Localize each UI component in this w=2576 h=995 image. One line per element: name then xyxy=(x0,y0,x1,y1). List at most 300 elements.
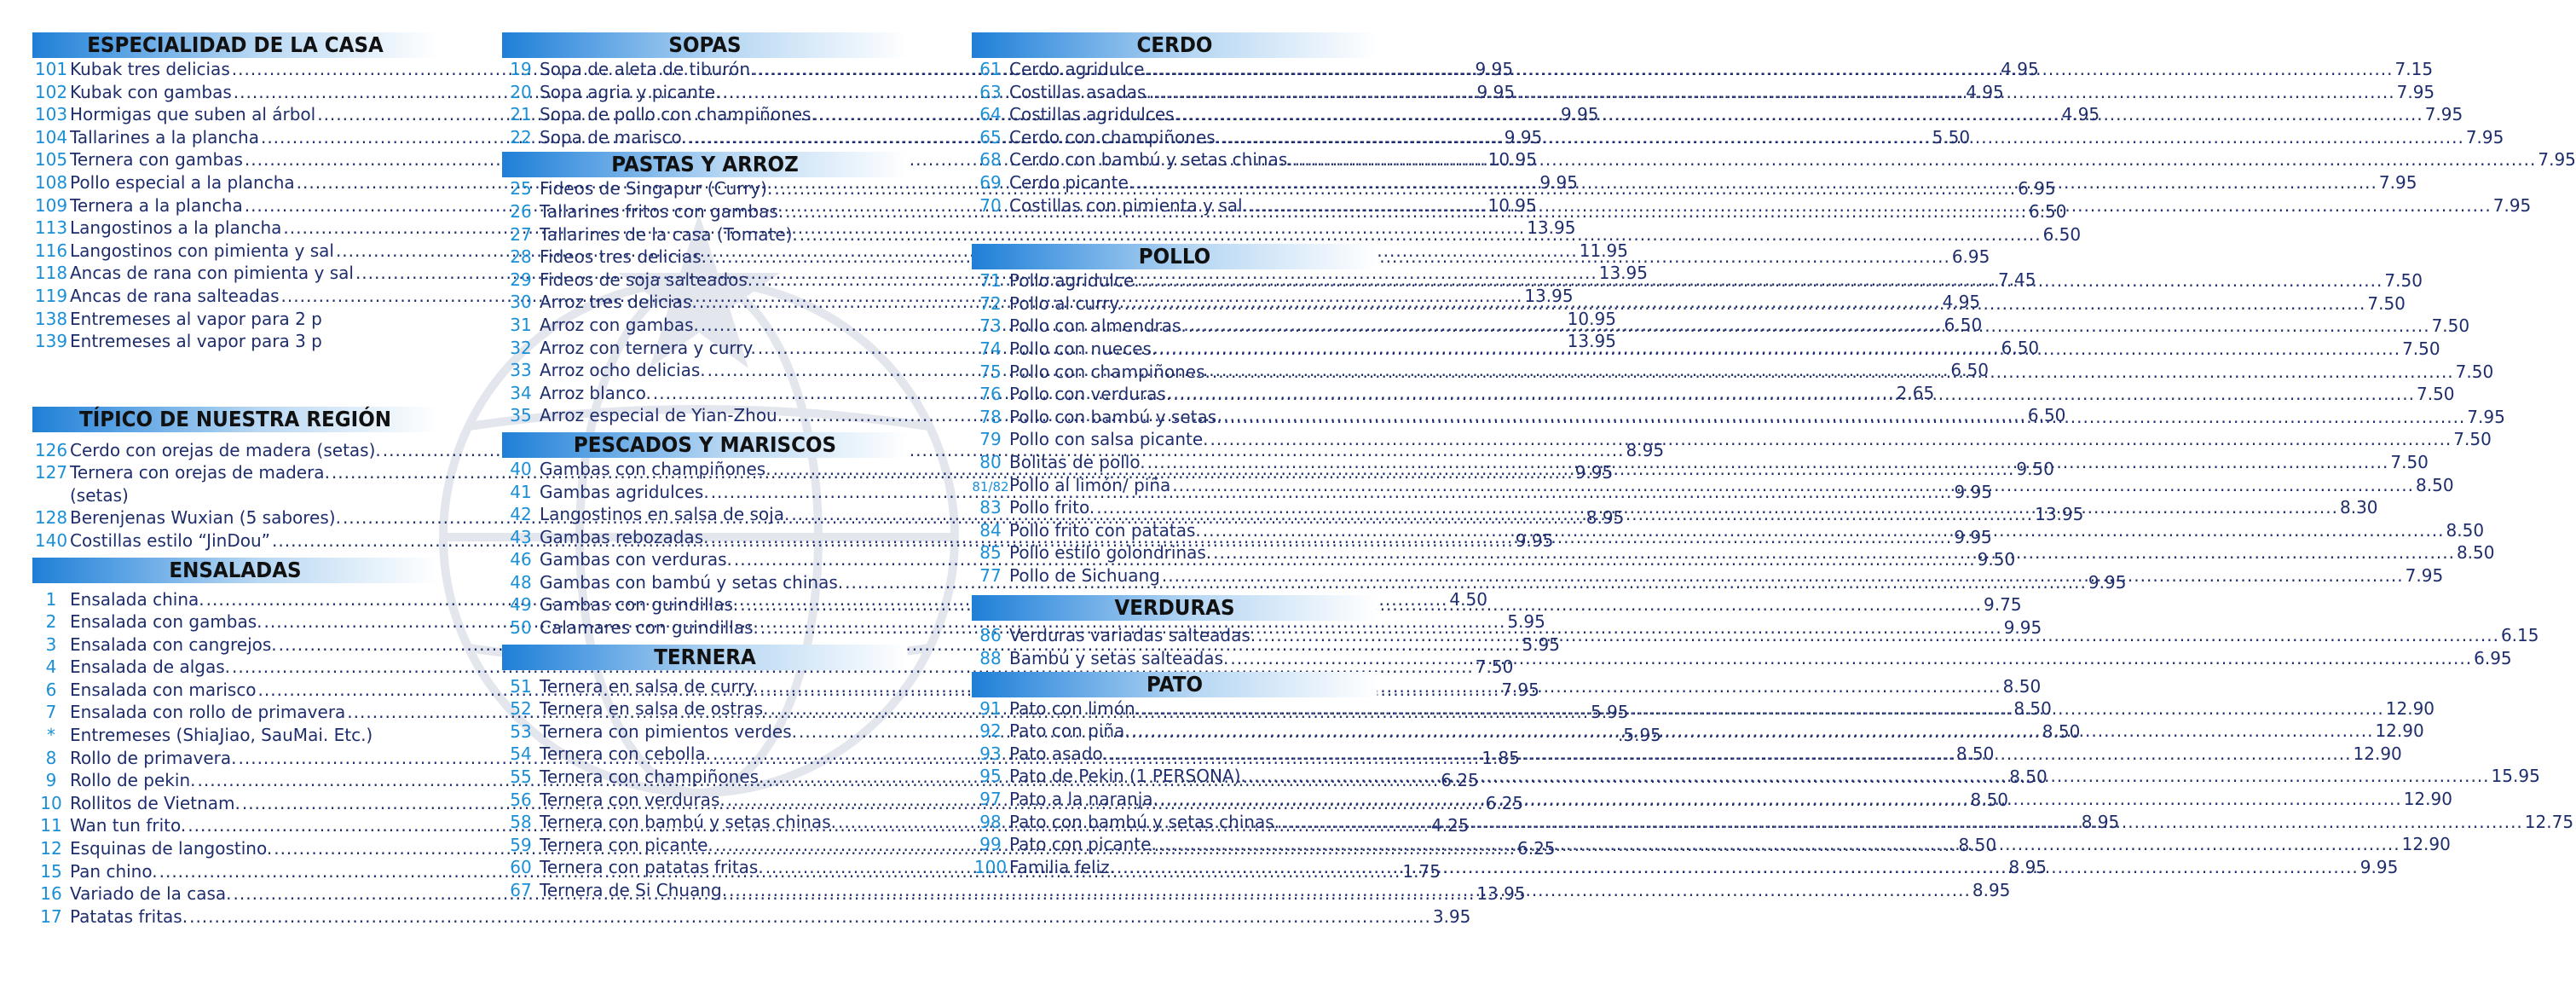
item-price: 7.50 xyxy=(2416,384,2455,405)
item-number: 21 xyxy=(510,104,532,125)
item-name: Pollo con salsa picante. xyxy=(1009,429,1209,450)
item-name: Ensalada con gambas. xyxy=(70,611,263,633)
section-header: TERNERA xyxy=(502,645,908,670)
item-name: Variado de la casa. xyxy=(70,883,232,905)
item-price: 8.50 xyxy=(2009,766,2048,788)
item-price: 6.95 xyxy=(1951,246,1990,268)
dot-leader xyxy=(1124,292,2366,315)
item-name: Cerdo con champiñones. xyxy=(1009,126,1222,148)
item-price: 8.30 xyxy=(2339,497,2378,518)
item-name: Entremeses (ShiaJiao, SauMai. Etc.) xyxy=(70,725,373,746)
dot-leader xyxy=(1158,338,2400,361)
item-price: 9.95 xyxy=(1954,526,1992,547)
item-price: 4.95 xyxy=(2001,59,2039,79)
item-number: 56 xyxy=(510,789,532,810)
item-name: Pato con piña. xyxy=(1009,720,1130,742)
item-number: 92 xyxy=(979,720,1002,742)
item-number: 42 xyxy=(510,504,532,525)
item-name: Ensalada con rollo de primavera xyxy=(70,702,346,723)
item-name: Arroz blanco. xyxy=(540,382,651,403)
item-name: Ternera en salsa de ostras. xyxy=(540,698,769,720)
dot-leader xyxy=(1162,564,2404,587)
item-price: 13.95 xyxy=(2035,504,2084,525)
dot-leader xyxy=(1153,81,2395,104)
item-number: 101 xyxy=(34,59,68,79)
item-number: 58 xyxy=(510,812,532,833)
dot-leader xyxy=(1257,624,2499,647)
item-number: 27 xyxy=(510,223,532,245)
item-number: 138 xyxy=(34,308,68,329)
item-number: 113 xyxy=(34,217,68,239)
item-name: Ternera con verduras. xyxy=(540,789,725,810)
item-number: 65 xyxy=(979,126,1002,148)
item-number: 33 xyxy=(510,360,532,381)
item-name: Kubak tres delicias xyxy=(70,59,230,79)
dot-leader xyxy=(1210,428,2452,451)
item-number: 25 xyxy=(510,178,532,200)
item-price: 8.50 xyxy=(2446,519,2485,541)
dot-leader xyxy=(1110,743,2352,766)
item-price: 13.95 xyxy=(1524,285,1574,306)
item-price: 7.95 xyxy=(2378,171,2417,193)
item-number: 32 xyxy=(510,337,532,358)
item-name: Ternera con picante. xyxy=(540,834,713,855)
item-price: 6.50 xyxy=(1944,314,1983,335)
section-header: PESCADOS Y MARISCOS xyxy=(502,432,908,458)
item-number: 68 xyxy=(979,149,1002,171)
item-number: 12 xyxy=(40,838,62,859)
item-name: Ternera con cebolla. xyxy=(540,743,712,765)
item-number: 78 xyxy=(979,406,1002,427)
item-name: Calamares con guindillas. xyxy=(540,617,759,639)
item-price: 6.50 xyxy=(2028,200,2067,222)
item-name: Cerdo con bambú y setas chinas. xyxy=(1009,149,1293,171)
item-price: 12.90 xyxy=(2385,697,2435,719)
item-price: 9.50 xyxy=(2016,458,2054,479)
item-price: 8.50 xyxy=(1955,743,1995,765)
dot-leader xyxy=(1230,647,2472,670)
item-number: 46 xyxy=(510,549,532,570)
item-name: Gambas con guindillas. xyxy=(540,594,739,616)
item-name: Ternera con pimientos verdes. xyxy=(540,720,797,742)
item-name: Cerdo agridulce. xyxy=(1009,59,1150,79)
item-price: 6.95 xyxy=(2474,648,2512,669)
item-price: 9.95 xyxy=(1504,126,1543,148)
dot-leader xyxy=(1117,856,2359,879)
item-number: 79 xyxy=(979,429,1002,450)
item-name: Arroz tres delicias. xyxy=(540,292,697,313)
item-number: 76 xyxy=(979,384,1002,405)
item-price: 9.95 xyxy=(2088,571,2127,593)
item-name: Pollo con champiñones. xyxy=(1009,361,1210,382)
dot-leader xyxy=(1135,171,2377,194)
item-price: 8.95 xyxy=(2081,812,2120,833)
item-number: 4 xyxy=(45,657,57,678)
item-price: 7.50 xyxy=(1475,657,1514,678)
item-price: 9.95 xyxy=(1561,104,1599,125)
item-number: 97 xyxy=(979,789,1002,810)
item-name: Fideos de Singapur (Curry). xyxy=(540,178,773,200)
section-header: PATO xyxy=(972,672,1378,697)
item-price: 8.95 xyxy=(1626,439,1665,460)
item-number: 28 xyxy=(510,246,532,268)
item-number: 20 xyxy=(510,81,532,102)
item-number: 74 xyxy=(979,338,1002,359)
dot-leader xyxy=(1222,126,2464,149)
item-number: 118 xyxy=(34,263,68,284)
item-price: 8.95 xyxy=(1585,507,1625,529)
item-name: Ternera en salsa de curry. xyxy=(540,675,758,697)
item-price: 7.50 xyxy=(2390,451,2429,472)
item-number: 48 xyxy=(510,571,532,593)
item-name: Gambas agridulces. xyxy=(540,481,709,502)
item-name: Pollo especial a la plancha xyxy=(70,171,295,193)
item-price: 12.90 xyxy=(2353,743,2402,764)
item-price: 8.95 xyxy=(2008,857,2048,878)
item-name: Pato de Pekin (1 PERSONA). xyxy=(1009,766,1246,787)
item-price: 9.75 xyxy=(1984,594,2022,616)
item-name: Tallarines fritos con gambas. xyxy=(540,200,784,222)
dot-leader xyxy=(1173,383,2415,406)
item-name: Ancas de rana salteadas xyxy=(70,285,280,306)
item-name: Costillas con pimienta y sal. xyxy=(1009,194,1248,216)
item-price: 9.95 xyxy=(2003,617,2042,639)
item-price: 8.50 xyxy=(2416,474,2454,495)
item-price: 4.95 xyxy=(1966,81,2004,102)
item-price: 5.95 xyxy=(1522,633,1560,655)
item-name: Ternera con champiñones. xyxy=(540,766,765,788)
item-price: 9.95 xyxy=(2359,856,2399,877)
item-number: 34 xyxy=(510,382,532,403)
item-number: 104 xyxy=(34,126,68,148)
item-number: 98 xyxy=(979,811,1002,832)
dot-leader xyxy=(1188,315,2430,338)
item-price: 7.95 xyxy=(1501,679,1539,700)
item-price: 9.95 xyxy=(1515,529,1554,551)
item-number: 71 xyxy=(979,270,1002,292)
item-number: 59 xyxy=(510,834,532,855)
item-number: 43 xyxy=(510,526,532,547)
item-price: 5.95 xyxy=(1507,611,1545,633)
item-price: 4.50 xyxy=(1449,588,1487,610)
item-number: 85 xyxy=(979,542,1002,564)
item-name: Pollo frito. xyxy=(1009,497,1095,518)
item-name: Tallarines de la casa (Tomate). xyxy=(540,223,798,245)
item-number: 119 xyxy=(34,285,68,306)
item-name: Cerdo con orejas de madera (setas). xyxy=(70,439,381,460)
item-name: Ternera con gambas xyxy=(70,149,243,171)
section-header: PASTAS Y ARROZ xyxy=(502,152,908,177)
item-price: .5.95 xyxy=(1618,725,1661,746)
item-name: Sopa de aleta de tiburón. xyxy=(540,59,756,79)
item-name: Sopa de marisco. xyxy=(540,126,687,148)
item-number: 35 xyxy=(510,405,532,426)
item-price: 13.95 xyxy=(1476,883,1526,905)
item-name: Langostinos a la plancha xyxy=(70,217,282,239)
item-number: 80 xyxy=(979,451,1002,472)
item-number: 55 xyxy=(510,766,532,788)
item-name: Pollo con almendras. xyxy=(1009,315,1187,337)
item-name: Langostinos en salsa de soja. xyxy=(540,504,790,525)
item-number: 2 xyxy=(45,611,57,633)
item-number: 95 xyxy=(979,766,1002,787)
item-name: Ancas de rana con pimienta y sal xyxy=(70,263,354,284)
item-name: Pollo frito con patatas. xyxy=(1009,519,1201,541)
item-name: Costillas estilo “JinDou” xyxy=(70,529,270,551)
item-name: Kubak con gambas xyxy=(70,81,232,102)
item-number: 10 xyxy=(40,792,62,813)
item-price: 8.50 xyxy=(1958,834,1997,855)
item-price: 7.50 xyxy=(2455,361,2494,382)
item-name: Gambas con verduras. xyxy=(540,549,732,570)
item-name: Patatas fritas. xyxy=(70,905,188,927)
item-number: 19 xyxy=(510,59,532,79)
item-price: 7.95 xyxy=(2396,81,2435,102)
item-number: 31 xyxy=(510,314,532,335)
item-name: Fideos de soja salteados. xyxy=(540,269,754,290)
dot-leader xyxy=(1295,148,2537,171)
item-number: 84 xyxy=(979,519,1002,541)
item-name: Rollitos de Vietnam. xyxy=(70,792,240,813)
item-price: 7.95 xyxy=(2467,406,2505,427)
item-number: 73 xyxy=(979,315,1002,337)
item-number: 3 xyxy=(45,633,57,655)
dot-leader xyxy=(1248,765,2490,788)
item-name: Costillas asadas. xyxy=(1009,81,1152,102)
item-number: 8 xyxy=(45,747,57,768)
dot-leader xyxy=(1181,103,2423,126)
dot-leader xyxy=(1132,720,2374,743)
item-price: 15.95 xyxy=(2491,766,2540,787)
item-number: 81/82 xyxy=(972,478,1009,495)
item-number: 16 xyxy=(40,883,62,905)
item-price: 8.50 xyxy=(2002,675,2042,697)
item-number: 140 xyxy=(34,529,68,551)
item-price: 3.95 xyxy=(1432,905,1471,927)
item-number: 127 xyxy=(34,462,68,483)
item-number: 126 xyxy=(34,439,68,460)
item-name: Costillas agridulces. xyxy=(1009,104,1180,125)
item-name: Ensalada con marisco xyxy=(70,679,257,700)
item-number: 60 xyxy=(510,857,532,878)
item-name: Berenjenas Wuxian (5 sabores). xyxy=(70,507,341,529)
menu-item xyxy=(32,905,1471,928)
item-name: Entremeses al vapor para 2 p xyxy=(70,308,322,329)
item-price: 8.50 xyxy=(2456,542,2495,564)
item-name: Rollo de pekin. xyxy=(70,770,196,791)
item-price: 6.25 xyxy=(1485,792,1524,813)
item-name: Tallarines a la plancha xyxy=(70,126,259,148)
item-price: 7.50 xyxy=(2453,429,2492,450)
item-number: 7 xyxy=(45,702,57,723)
item-name: Ternera con bambú y setas chinas. xyxy=(540,812,836,833)
item-price: 12.90 xyxy=(2403,789,2452,810)
dot-leader xyxy=(1203,519,2445,542)
item-name: Verduras variadas salteadas. xyxy=(1009,625,1256,646)
item-name: Fideos tres delicias. xyxy=(540,246,708,268)
item-number: 6 xyxy=(45,679,57,700)
dot-leader xyxy=(729,879,1971,902)
item-price: 1.75 xyxy=(1402,860,1441,882)
item-name: Pato asado. xyxy=(1009,743,1108,764)
item-name: Pollo con bambú y setas. xyxy=(1009,406,1222,427)
dot-leader xyxy=(1172,474,2414,497)
dot-leader xyxy=(1096,496,2338,519)
item-name: Sopa agria y picante. xyxy=(540,81,721,102)
item-name: Pollo con verduras. xyxy=(1009,384,1172,405)
item-price: 6.95 xyxy=(2018,178,2056,200)
item-name: Pato con bambú y setas chinas. xyxy=(1009,811,1280,832)
item-name: Arroz especial de Yian-Zhou. xyxy=(540,405,783,426)
item-name: Gambas con bambú y setas chinas. xyxy=(540,571,844,593)
item-number: 139 xyxy=(34,331,68,352)
item-price: 6.25 xyxy=(1517,838,1556,859)
item-price: 5.50 xyxy=(1932,126,1971,148)
item-number: 50 xyxy=(510,617,532,639)
item-name: Rollo de primavera. xyxy=(70,747,237,768)
item-price: 8.50 xyxy=(2042,720,2081,742)
item-number: 77 xyxy=(979,564,1002,586)
item-name: Pollo estilo golondrinas. xyxy=(1009,542,1212,564)
item-number: 93 xyxy=(979,743,1002,764)
item-name-continued: (setas) xyxy=(70,484,129,506)
item-price: 7.15 xyxy=(2394,59,2434,79)
dot-leader xyxy=(1281,811,2523,834)
item-number: 99 xyxy=(979,834,1002,855)
item-number: 40 xyxy=(510,458,532,479)
item-number: 41 xyxy=(510,481,532,502)
item-price: 9.95 xyxy=(1476,81,1516,102)
item-price: 7.95 xyxy=(2465,126,2504,148)
item-price: 4.25 xyxy=(1431,815,1470,836)
item-name: Bambú y setas salteadas. xyxy=(1009,648,1229,669)
item-price: 7.95 xyxy=(2405,564,2444,586)
item-number: 109 xyxy=(34,194,68,216)
item-price: 11.95 xyxy=(1579,240,1628,261)
item-number: 29 xyxy=(510,269,532,290)
item-name: Wan tun frito. xyxy=(70,815,187,836)
item-price: 8.95 xyxy=(1972,880,2011,900)
item-number: 9 xyxy=(45,770,57,791)
dot-leader xyxy=(1147,451,2389,474)
item-name: Pollo de Sichuang xyxy=(1009,564,1160,586)
dot-leader xyxy=(1152,58,2394,81)
item-name: Arroz con ternera y curry. xyxy=(540,337,756,358)
item-number: 103 xyxy=(34,104,68,125)
section-header: CERDO xyxy=(972,32,1378,58)
item-number: 1 xyxy=(45,588,57,610)
dot-leader xyxy=(189,905,1431,928)
item-name: Pollo con nueces. xyxy=(1009,338,1158,359)
item-number: 30 xyxy=(510,292,532,313)
item-number: 49 xyxy=(510,594,532,616)
dot-leader xyxy=(1141,269,2383,292)
item-price: 6.15 xyxy=(2500,625,2539,646)
item-price: 10.95 xyxy=(1567,308,1616,329)
item-number: 128 xyxy=(34,507,68,529)
item-price: 7.50 xyxy=(2431,315,2470,337)
item-name: Sopa de pollo con champiñones. xyxy=(540,104,817,125)
item-number: 108 xyxy=(34,171,68,193)
item-name: Pollo agridulce. xyxy=(1009,270,1140,292)
item-price: 12.75 xyxy=(2524,811,2574,832)
item-name: Langostinos con pimienta y sal xyxy=(70,240,334,261)
item-number: 15 xyxy=(40,860,62,882)
item-price: 12.90 xyxy=(2375,720,2424,742)
item-price: 5.95 xyxy=(1591,702,1629,723)
item-number: 91 xyxy=(979,697,1002,719)
item-price: 6.50 xyxy=(2027,405,2066,426)
item-price: 4.95 xyxy=(1942,292,1981,313)
item-price: 7.95 xyxy=(2538,149,2576,171)
item-price: 2.65 xyxy=(1896,382,1935,403)
item-price: 9.95 xyxy=(1539,171,1578,193)
item-number: 116 xyxy=(34,240,68,261)
dot-leader xyxy=(1212,361,2454,384)
item-price: 9.95 xyxy=(1954,481,1993,502)
item-price: 8.50 xyxy=(2013,698,2052,720)
item-number: 67 xyxy=(510,880,532,900)
item-number: 88 xyxy=(979,648,1002,669)
item-number: 105 xyxy=(34,149,68,171)
item-number: 102 xyxy=(34,81,68,102)
item-number: 61 xyxy=(979,59,1002,79)
section-header: ESPECIALIDAD DE LA CASA xyxy=(32,32,438,58)
item-number: 64 xyxy=(979,104,1002,125)
item-name: Pato con picante. xyxy=(1009,834,1157,855)
item-number: 70 xyxy=(979,194,1002,216)
item-price: 7.95 xyxy=(2492,194,2532,216)
item-price: 4.95 xyxy=(2061,104,2100,125)
item-price: 10.95 xyxy=(1487,149,1537,171)
dot-leader xyxy=(1213,541,2455,564)
item-price: 6.50 xyxy=(1950,360,1989,381)
item-number: 63 xyxy=(979,81,1002,102)
item-number: 69 xyxy=(979,171,1002,193)
item-number: 22 xyxy=(510,126,532,148)
item-name: Ternera con patatas fritas. xyxy=(540,857,764,878)
item-price: 7.95 xyxy=(2424,104,2463,125)
item-name: Pan chino. xyxy=(70,860,158,882)
item-name: Familia feliz. xyxy=(1009,856,1116,877)
section-header: SOPAS xyxy=(502,32,908,58)
item-price: 8.50 xyxy=(1970,789,2009,810)
dot-leader xyxy=(1142,697,2384,720)
item-name: Pollo al limón/ piña xyxy=(1009,474,1171,495)
item-name: Arroz ocho delicias. xyxy=(540,360,706,381)
item-price: 7.45 xyxy=(1997,269,2036,290)
item-name: Cerdo picante. xyxy=(1009,171,1135,193)
item-number: 83 xyxy=(979,497,1002,518)
item-price: 6.50 xyxy=(2001,337,2040,358)
item-name: Pollo al curry. xyxy=(1009,292,1123,314)
item-number: 52 xyxy=(510,698,532,720)
item-price: 9.95 xyxy=(1475,59,1514,79)
item-price: 12.90 xyxy=(2401,834,2451,855)
item-number: 54 xyxy=(510,743,532,765)
section-header: VERDURAS xyxy=(972,595,1378,621)
item-name: Hormigas que suben al árbol xyxy=(70,104,316,125)
item-number: 72 xyxy=(979,292,1002,314)
item-price: 13.95 xyxy=(1567,331,1616,352)
item-name: Pato a la naranja. xyxy=(1009,789,1158,810)
item-number: 51 xyxy=(510,675,532,697)
item-name: Esquinas de langostino. xyxy=(70,838,273,859)
item-price: 7.50 xyxy=(2367,292,2406,314)
item-name: Ternera a la plancha xyxy=(70,194,243,216)
item-price: 10.95 xyxy=(1487,194,1537,216)
item-number: 17 xyxy=(40,905,62,927)
